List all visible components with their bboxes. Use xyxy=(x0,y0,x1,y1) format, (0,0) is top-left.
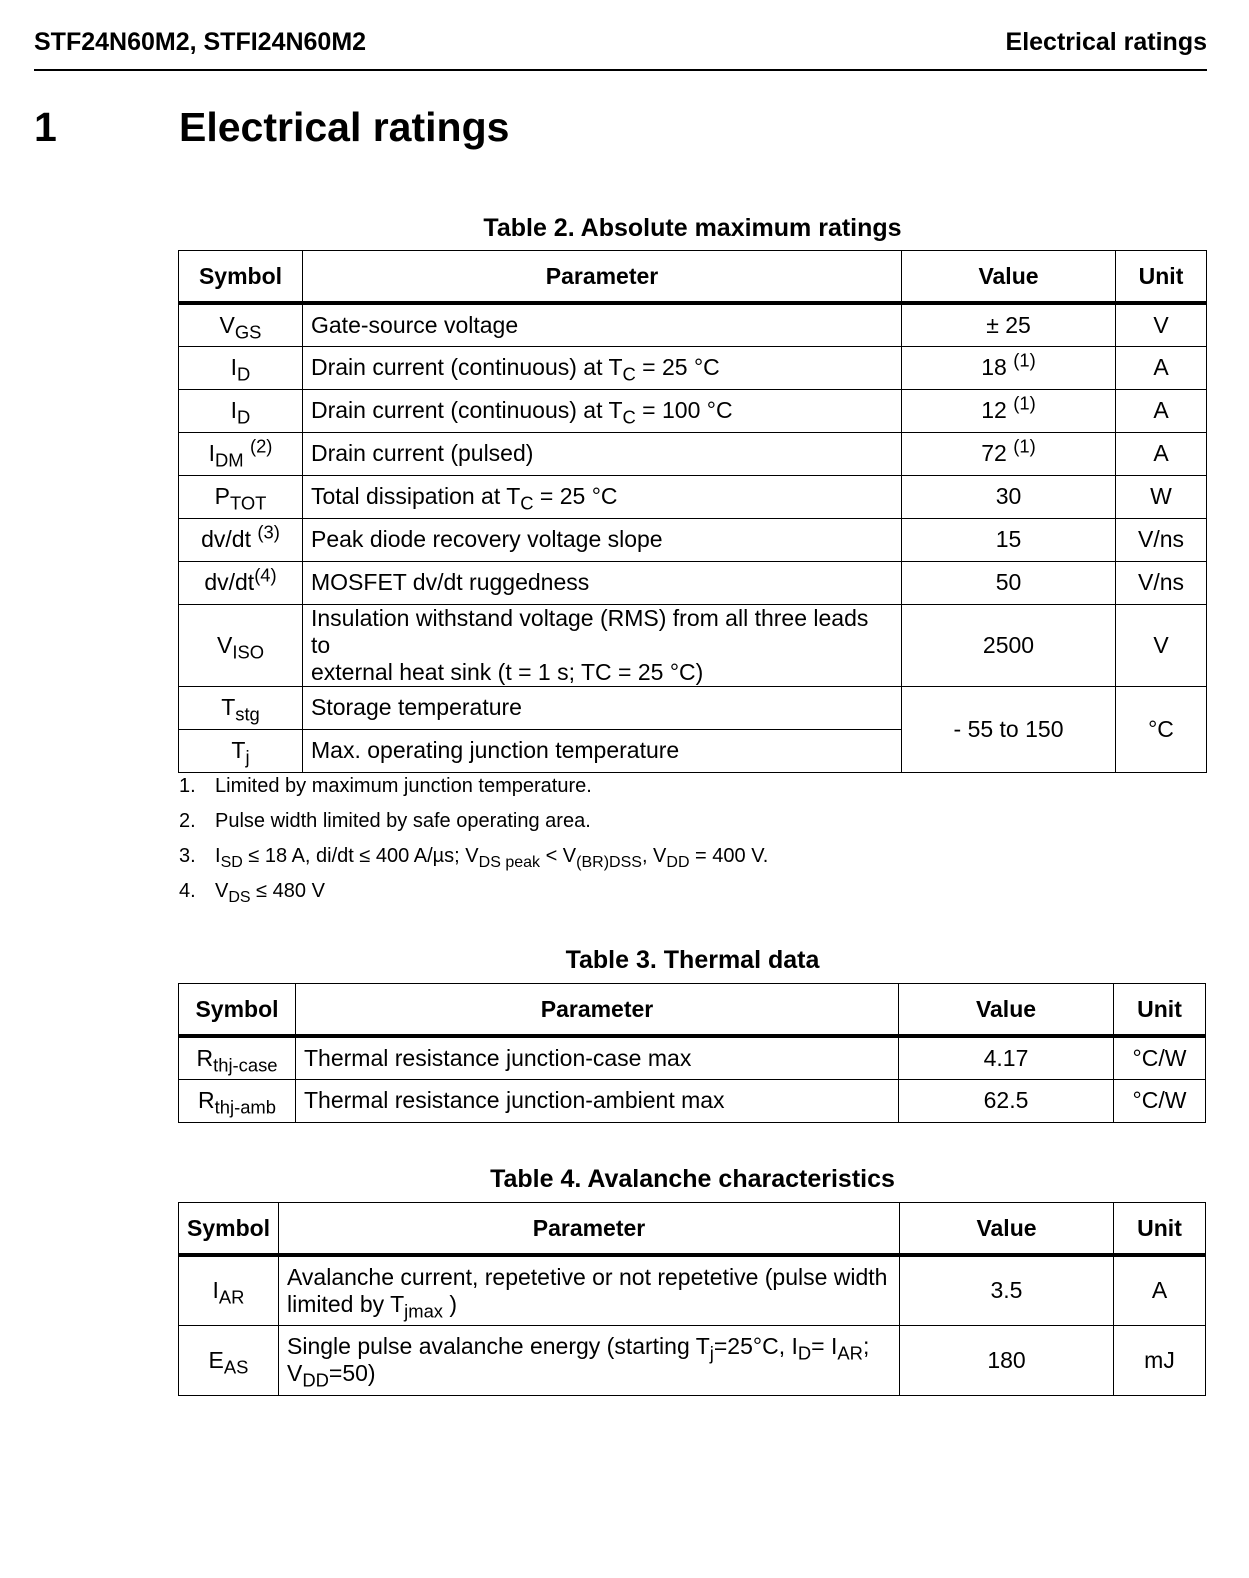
table3-caption: Table 3. Thermal data xyxy=(565,946,820,974)
column-header-symbol: Symbol xyxy=(179,984,296,1037)
unit-cell: V xyxy=(1116,604,1207,686)
value-cell: 15 xyxy=(902,518,1116,561)
parameter-cell: Drain current (continuous) at $T_C = 25$ °C xyxy=(303,346,902,389)
table2-caption: Table 2. Absolute maximum ratings xyxy=(483,214,902,242)
table-row xyxy=(179,518,1207,561)
unit-cell: °C/W xyxy=(1114,1079,1206,1122)
column-header-unit: Unit xyxy=(1114,984,1206,1037)
symbol-cell: $I_D$ xyxy=(179,346,303,389)
value-cell: 62.5 xyxy=(899,1079,1114,1122)
table-row xyxy=(179,1325,1206,1395)
table-row xyxy=(179,604,1207,686)
parameter-cell: Gate-source voltage xyxy=(303,303,902,346)
thermal-data-table xyxy=(178,983,1206,1123)
value-cell: 3.5 xyxy=(900,1255,1114,1325)
unit-cell: A xyxy=(1114,1255,1206,1325)
table-row xyxy=(179,475,1207,518)
section-title: Electrical ratings xyxy=(179,104,510,150)
header-section-name: Electrical ratings xyxy=(1005,28,1207,56)
table-row xyxy=(179,686,1207,729)
column-header-parameter: Parameter xyxy=(303,251,902,304)
value-cell: ± 25 xyxy=(902,303,1116,346)
unit-cell: V/ns xyxy=(1116,518,1207,561)
table-row xyxy=(179,432,1207,475)
column-header-symbol: Symbol xyxy=(179,251,303,304)
column-header-unit: Unit xyxy=(1116,251,1207,304)
table-header-row xyxy=(179,1203,1206,1256)
value-cell: 72 $^{(1)}$ xyxy=(902,432,1116,475)
avalanche-characteristics-table xyxy=(178,1202,1206,1396)
header-document-title: STF24N60M2, STFI24N60M2 xyxy=(34,28,367,56)
symbol-cell: $I_{AR}$ xyxy=(179,1255,279,1325)
column-header-value: Value xyxy=(902,251,1116,304)
column-header-symbol: Symbol xyxy=(179,1203,279,1256)
table4-caption: Table 4. Avalanche characteristics xyxy=(490,1165,895,1193)
symbol-cell: $I_{DM}$ $^{(2)}$ xyxy=(179,432,303,475)
symbol-cell: $R_{thj-amb}$ xyxy=(179,1079,296,1122)
unit-cell: °C xyxy=(1116,686,1207,772)
table-row xyxy=(179,303,1207,346)
value-cell: 180 xyxy=(900,1325,1114,1395)
symbol-cell: $P_{TOT}$ xyxy=(179,475,303,518)
unit-cell: V/ns xyxy=(1116,561,1207,604)
value-cell: 12 $^{(1)}$ xyxy=(902,389,1116,432)
value-cell: - 55 to 150 xyxy=(902,686,1116,772)
unit-cell: A xyxy=(1116,432,1207,475)
table-row xyxy=(179,1079,1206,1122)
value-cell: 4.17 xyxy=(899,1036,1114,1079)
unit-cell: mJ xyxy=(1114,1325,1206,1395)
unit-cell: A xyxy=(1116,389,1207,432)
symbol-cell: $V_{GS}$ xyxy=(179,303,303,346)
symbol-cell: $I_D$ xyxy=(179,389,303,432)
parameter-cell: Single pulse avalanche energy (starting $T_j=25^\circ C$, $I_D= I_{AR}$; $V_{DD}=50$) xyxy=(279,1325,900,1395)
column-header-value: Value xyxy=(899,984,1114,1037)
parameter-cell: Thermal resistance junction-ambient max xyxy=(296,1079,899,1122)
table-row xyxy=(179,1255,1206,1325)
value-cell: 50 xyxy=(902,561,1116,604)
parameter-cell: Storage temperature xyxy=(303,686,902,729)
unit-cell: W xyxy=(1116,475,1207,518)
symbol-cell: $V_{ISO}$ xyxy=(179,604,303,686)
absolute-maximum-ratings-table xyxy=(178,250,1207,773)
table-header-row xyxy=(179,984,1206,1037)
table-row xyxy=(179,389,1207,432)
column-header-parameter: Parameter xyxy=(279,1203,900,1256)
value-cell: 2500 xyxy=(902,604,1116,686)
parameter-cell: Thermal resistance junction-case max xyxy=(296,1036,899,1079)
table-row xyxy=(179,1036,1206,1079)
header-rule xyxy=(34,69,1207,71)
parameter-cell: Total dissipation at $T_C = 25$ °C xyxy=(303,475,902,518)
symbol-cell: $T_{stg}$ xyxy=(179,686,303,729)
parameter-cell: MOSFET dv/dt ruggedness xyxy=(303,561,902,604)
column-header-unit: Unit xyxy=(1114,1203,1206,1256)
table-row xyxy=(179,346,1207,389)
symbol-cell: $dv/dt^{(4)}$ xyxy=(179,561,303,604)
symbol-cell: $R_{thj-case}$ xyxy=(179,1036,296,1079)
section-number: 1 xyxy=(34,104,57,150)
parameter-cell: Drain current (continuous) at $T_C = 100$ °C xyxy=(303,389,902,432)
symbol-cell: $E_{AS}$ xyxy=(179,1325,279,1395)
column-header-parameter: Parameter xyxy=(296,984,899,1037)
value-cell: 18 $^{(1)}$ xyxy=(902,346,1116,389)
column-header-value: Value xyxy=(900,1203,1114,1256)
table-header-row xyxy=(179,251,1207,304)
unit-cell: °C/W xyxy=(1114,1036,1206,1079)
parameter-cell: Peak diode recovery voltage slope xyxy=(303,518,902,561)
value-cell: 30 xyxy=(902,475,1116,518)
parameter-cell: Drain current (pulsed) xyxy=(303,432,902,475)
parameter-cell: Max. operating junction temperature xyxy=(303,729,902,772)
unit-cell: V xyxy=(1116,303,1207,346)
symbol-cell: $T_j$ xyxy=(179,729,303,772)
table-row xyxy=(179,561,1207,604)
parameter-cell: Avalanche current, repetetive or not repetetive (pulse width limited by $T_{jmax}$ ) xyxy=(279,1255,900,1325)
symbol-cell: dv/dt $^{(3)}$ xyxy=(179,518,303,561)
unit-cell: A xyxy=(1116,346,1207,389)
parameter-cell: Insulation withstand voltage (RMS) from all three leads to external heat sink (t = 1 s; TC = 25 °C) xyxy=(303,604,902,686)
